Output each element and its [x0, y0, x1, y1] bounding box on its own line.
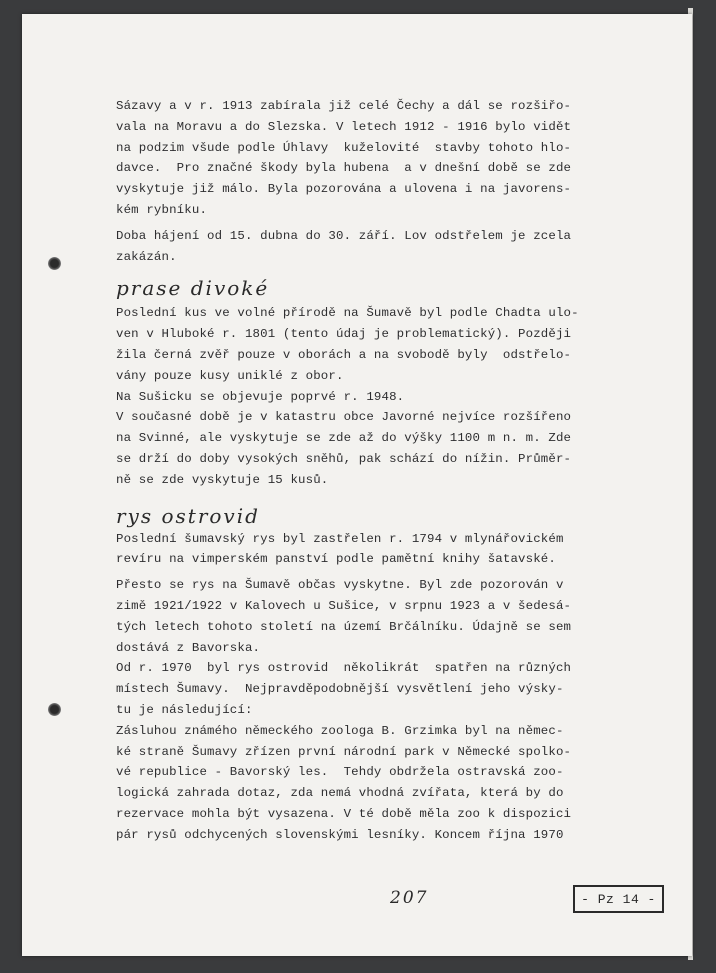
text-line: ven v Hluboké r. 1801 (tento údaj je problematický). Později	[116, 327, 572, 342]
text-line: místech Šumavy. Nejpravděpodobnější vysvětlení jeho výsky-	[116, 682, 564, 697]
punch-hole-bottom	[48, 703, 61, 716]
text-line: Zásluhou známého německého zoologa B. Grzimka byl na němec-	[116, 723, 564, 738]
section-heading-lynx: rys ostrovid	[116, 503, 260, 528]
text-line: zimě 1921/1922 v Kalovech u Sušice, v srpnu 1923 a v šedesá-	[116, 598, 572, 613]
punch-hole-top	[48, 257, 61, 270]
section-heading-wild-boar: prase divoké	[116, 276, 270, 301]
paragraph-1	[116, 96, 636, 221]
text-line: tých letech tohoto století na území Brčálníku. Údajně se sem	[116, 619, 572, 634]
section-1-body	[116, 303, 636, 490]
text-line: davce. Pro značné škody byla hubena a v dnešní době se zde	[116, 161, 572, 176]
text-line: pár rysů odchycených slovenskými lesníky. Koncem října 1970	[116, 827, 564, 842]
text-line: žila černá zvěř pouze v oborách a na svobodě byly odstřelo-	[116, 347, 572, 362]
text-line: tu je následující:	[116, 702, 253, 717]
text-line: ké straně Šumavy zřízen první národní park v Německé spolko-	[116, 744, 572, 759]
text-line: vala na Moravu a do Slezska. V letech 1912 - 1916 bylo vidět	[116, 119, 572, 134]
text-line: Od r. 1970 byl rys ostrovid několikrát spatřen na různých	[116, 661, 572, 676]
text-line: Sázavy a v r. 1913 zabírala již celé Čechy a dál se rozšiřo-	[116, 99, 572, 113]
text-line: rezervace mohla být vysazena. V té době měla zoo k dispozici	[116, 806, 572, 821]
text-line: se drží do doby vysokých sněhů, pak schází do nížin. Průměr-	[116, 451, 572, 466]
text-line: Poslední šumavský rys byl zastřelen r. 1794 v mlynářovickém	[116, 531, 564, 546]
text-line: kém rybníku.	[116, 202, 208, 217]
text-line: V současné době je v katastru obce Javorné nejvíce rozšířeno	[116, 410, 572, 425]
paragraph-2	[116, 226, 636, 268]
text-line: dostává z Bavorska.	[116, 640, 261, 655]
text-line: Na Sušicku se objevuje poprvé r. 1948.	[116, 389, 405, 404]
text-line: na Svinné, ale vyskytuje se zde až do výšky 1100 m n. m. Zde	[116, 431, 572, 446]
text-line: zakázán.	[116, 249, 177, 264]
text-line: vány pouze kusy uniklé z obor.	[116, 368, 344, 383]
text-line: na podzim všude podle Úhlavy kuželovité stavby tohoto hlo-	[116, 140, 572, 155]
text-line: Poslední kus ve volné přírodě na Šumavě byl podle Chadta ulo-	[116, 306, 579, 321]
text-line: revíru na vimperském panství podle pamětní knihy šatavské.	[116, 552, 556, 567]
page-number: 207	[390, 888, 429, 908]
document-text	[116, 96, 636, 846]
text-line: logická zahrada dotaz, zda nemá vhodná zvířata, která by do	[116, 786, 564, 801]
text-line: Přesto se rys na Šumavě občas vyskytne. Byl zde pozorován v	[116, 578, 564, 593]
text-line: ně se zde vyskytuje 15 kusů.	[116, 472, 329, 487]
section-2-body-b	[116, 575, 636, 845]
text-line: Doba hájení od 15. dubna do 30. září. Lov odstřelem je zcela	[116, 228, 572, 243]
section-2-body-a	[116, 529, 636, 571]
text-line: vé republice - Bavorský les. Tehdy obdržela ostravská zoo-	[116, 765, 564, 780]
page-code-stamp: - Pz 14 -	[573, 885, 664, 913]
text-line: vyskytuje již málo. Byla pozorována a ulovena i na javorens-	[116, 182, 572, 197]
